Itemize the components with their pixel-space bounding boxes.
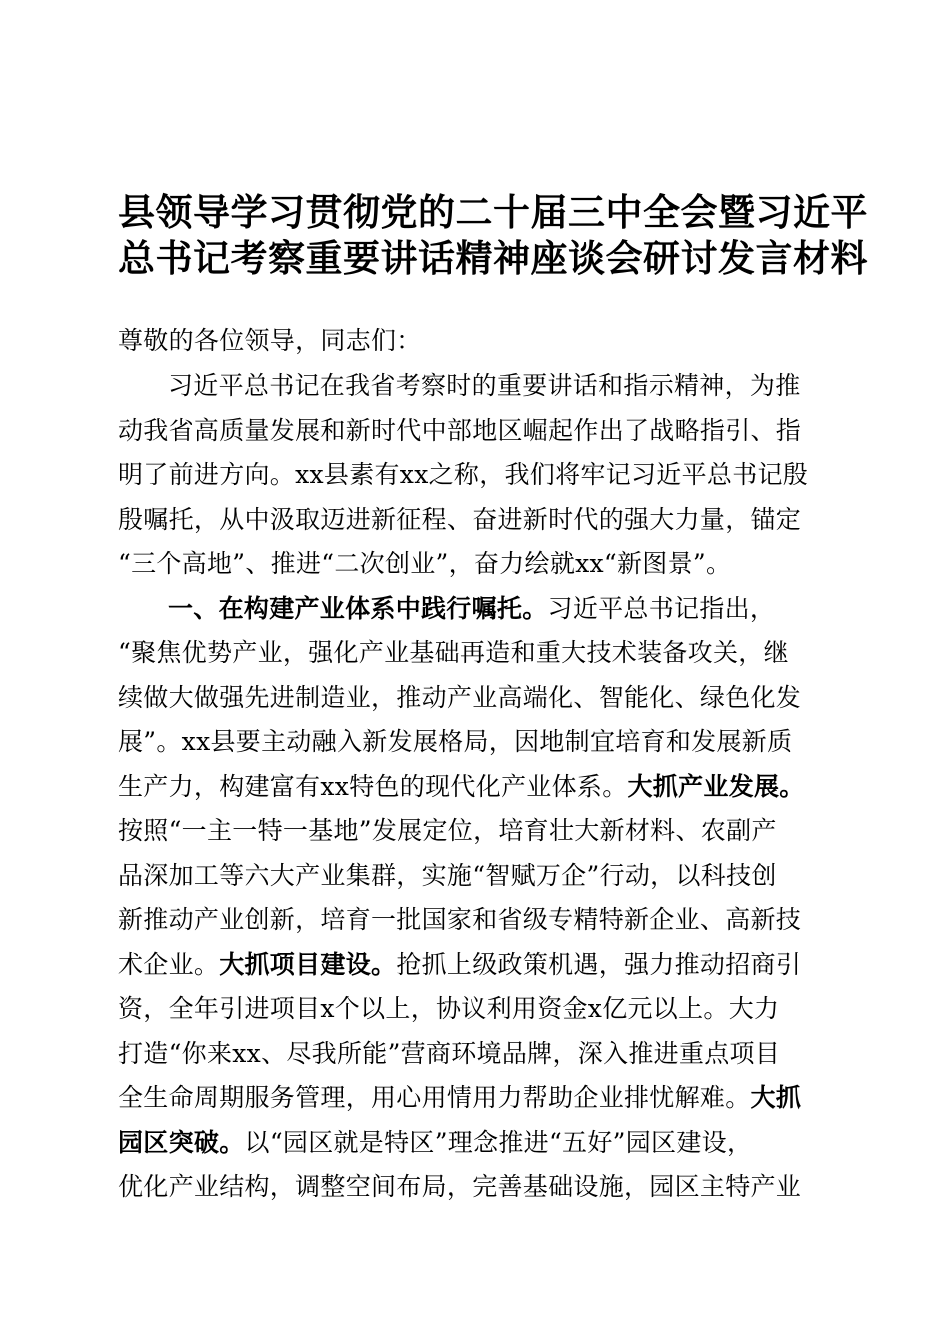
section1-line: 展”。xx县要主动融入新发展格局，因地制宜培育和发展新质: [118, 727, 793, 756]
section1-line: 打造“你来xx、尽我所能”营商环境品牌，深入推进重点项目: [118, 1039, 781, 1068]
section1-line: 优化产业结构，调整空间布局，完善基础设施，园区主特产业: [118, 1172, 802, 1201]
section1-line: 按照“一主一特一基地”发展定位，培育壮大新材料、农副产: [118, 816, 777, 845]
section1-line: 续做大做强先进制造业，推动产业高端化、智能化、绿色化发: [118, 683, 802, 712]
bold-subheading: 大抓产业发展。: [627, 772, 805, 801]
section1-text: 抢抓上级政策机遇，强力推动招商引: [396, 950, 802, 979]
section1-line-1: [118, 587, 888, 631]
salutation: 尊敬的各位领导，同志们：: [118, 326, 422, 355]
intro-line: 习近平总书记在我省考察时的重要讲话和指示精神，为推: [168, 371, 801, 400]
intro-line: 明了前进方向。xx县素有xx之称，我们将牢记习近平总书记殷: [118, 460, 809, 489]
section1-line: 品深加工等六大产业集群，实施“智赋万企”行动，以科技创: [118, 861, 777, 890]
intro-line: 殷嘱托，从中汲取迈进新征程、奋进新时代的强大力量，锚定: [118, 505, 802, 534]
section1-line: “聚焦优势产业，强化产业基础再造和重大技术装备攻关，继: [118, 638, 789, 667]
section1-line-13: [118, 1121, 838, 1165]
section1-line-12: [118, 1076, 838, 1120]
document-title-line-1: 县领导学习贯彻党的二十届三中全会暨习近平: [118, 191, 868, 234]
section1-text: 术企业。: [118, 950, 220, 979]
bold-subheading: 大抓: [750, 1083, 802, 1112]
section1-line-9: [118, 943, 838, 987]
section1-text: 生产力，构建富有xx特色的现代化产业体系。: [118, 772, 628, 801]
intro-line: 动我省高质量发展和新时代中部地区崛起作出了战略指引、指: [118, 416, 802, 445]
intro-line: “三个高地”、推进“二次创业”，奋力绘就xx“新图景”。: [118, 549, 732, 578]
section1-text: 全生命周期服务管理，用心用情用力帮助企业排忧解难。: [118, 1083, 751, 1112]
document-title-line-2: 总书记考察重要讲话精神座谈会研讨发言材料: [118, 237, 868, 280]
bold-subheading: 园区突破。: [118, 1128, 245, 1157]
section1-heading: 一、在构建产业体系中践行嘱托。: [168, 594, 548, 623]
section1-line: 资，全年引进项目x个以上，协议利用资金x亿元以上。大力: [118, 994, 780, 1023]
section1-line-5: [118, 765, 838, 809]
section1-text: 以“园区就是特区”理念推进“五好”园区建设，: [244, 1128, 753, 1157]
section1-text: 习近平总书记指出，: [547, 594, 776, 623]
section1-line: 新推动产业创新，培育一批国家和省级专精特新企业、高新技: [118, 905, 802, 934]
bold-subheading: 大抓项目建设。: [219, 950, 397, 979]
